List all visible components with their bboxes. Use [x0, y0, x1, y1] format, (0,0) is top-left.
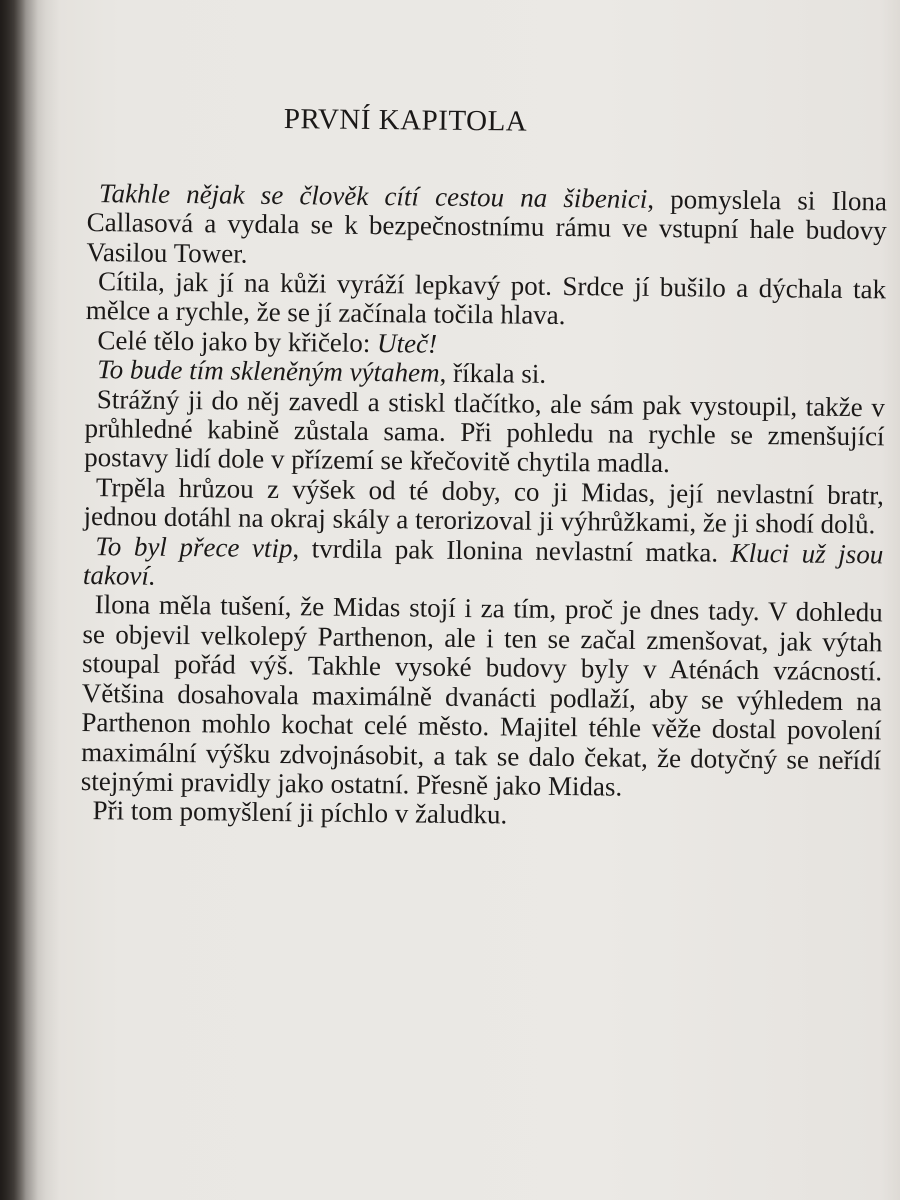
- text-segment: Celé tělo jako by křičelo:: [97, 324, 378, 358]
- text-segment: Ilona měla tušení, že Midas stojí i za tím, proč je dnes tady. V dohledu se objevil velkolepý Parthenon, ale i ten se začal zmenšovat, jak výtah stoupal pořád výš. Takhle vysoké budovy byly v Aténách vzácností. Většina dosahovala maximálně dvanácti podlaží, aby se výhledem na Parthenon mohlo kochat celé město. Majitel téhle věže dostal povolení maximální výšku zdvojnásobit, a tak se dalo čekat, že dotyčný se neřídí stejnými pravidly jako ostatní. Přesně jako Midas.: [80, 589, 883, 802]
- text-segment: , tvrdila pak Ilonina nevlastní matka.: [292, 532, 731, 568]
- paragraph: [81, 590, 883, 804]
- paragraph: [86, 267, 887, 334]
- text-segment: Cítila, jak jí na kůži vyráží lepkavý pot. Srdce jí bušilo a dýchala tak mělce a rychle, že se jí začínala točila hlava.: [85, 266, 887, 331]
- paragraph: [83, 532, 884, 599]
- paragraph: [86, 179, 887, 276]
- italic-text: Kluci už jsou takoví.: [82, 537, 884, 591]
- chapter-body: [80, 179, 887, 834]
- italic-text: Takhle nějak se člověk cítí cestou na šibenici: [98, 177, 648, 214]
- italic-text: Uteč!: [376, 327, 438, 359]
- text-segment: Trpěla hrůzou z výšek od té doby, co ji Midas, její nevlastní bratr, jednou dotáhl na okraj skály a terorizoval ji výhrůžkami, že ji shodí dolů.: [83, 471, 885, 540]
- text-segment: , pomyslela si Ilona Callasová a vydala se k bezpečnostnímu rámu ve vstupní hale budovy Vasilou Tower.: [86, 183, 888, 269]
- text-segment: Při tom pomyšlení ji píchlo v žaludku.: [92, 795, 508, 830]
- text-segment: , říkala si.: [439, 357, 547, 390]
- paragraph: [84, 385, 885, 482]
- paragraph: [83, 473, 884, 540]
- text-segment: Strážný ji do něj zavedl a stiskl tlačítko, ale sám pak vystoupil, takže v průhledné kabině zůstala sama. Při pohledu na rychle se zmenšující postavy lidí dole v přízemí se křečovitě chytila madla.: [84, 383, 885, 479]
- italic-text: To bude tím skleněným výtahem: [97, 354, 440, 388]
- italic-text: To byl přece vtip: [95, 530, 293, 563]
- chapter-title: PRVNÍ KAPITOLA: [283, 103, 528, 138]
- book-gutter-shadow: [0, 0, 60, 1200]
- book-page: [80, 100, 888, 834]
